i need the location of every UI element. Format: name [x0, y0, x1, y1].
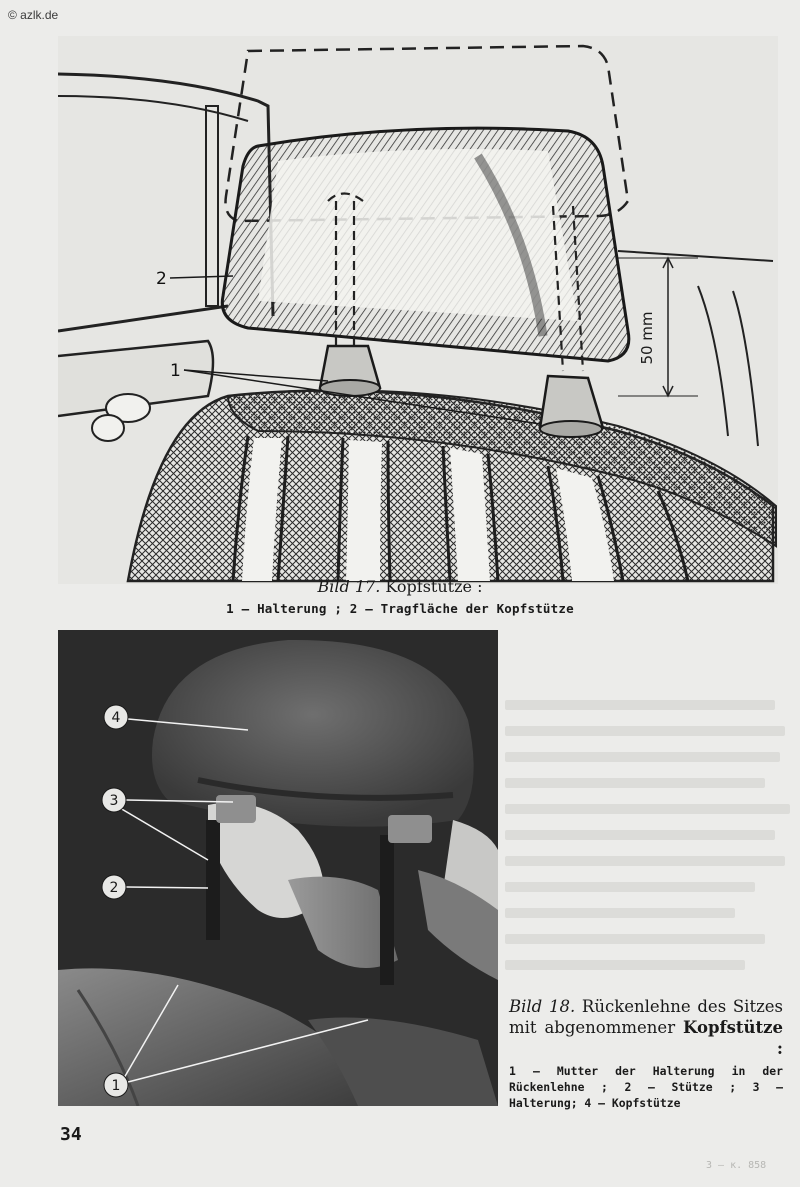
figure-18-title-part2: Kopfstütze :	[682, 1018, 783, 1058]
footer-code: 3 — к. 858	[706, 1160, 767, 1171]
bleed-line	[505, 830, 775, 840]
watermark: © azlk.de	[8, 8, 59, 22]
photo-callout-4: 4	[111, 710, 121, 726]
figure-18-label: Bild 18.	[509, 997, 576, 1016]
figure-18-photo	[58, 630, 498, 1106]
bleed-line	[505, 934, 765, 944]
photo-callout-3: 3	[109, 793, 119, 809]
photo-callout-2: 2	[109, 880, 119, 896]
figure-18-caption	[509, 996, 783, 1111]
bleed-line	[505, 804, 790, 814]
page-number: 34	[60, 1124, 82, 1145]
figure-18-title-part1: Rückenlehne des Sitzes mit abgenommener	[509, 997, 784, 1037]
bleed-line	[505, 700, 775, 710]
figure-17-title: Kopfstütze :	[385, 577, 483, 596]
bleed-line	[505, 882, 755, 892]
figure-17-illustration	[58, 36, 778, 584]
bleed-line	[505, 778, 765, 788]
figure-17-legend: 1 — Halterung ; 2 — Tragfläche der Kopfstütze	[226, 601, 574, 616]
bleed-line	[505, 960, 745, 970]
figure-17-caption-title	[0, 577, 800, 596]
bleed-line	[505, 908, 735, 918]
bleed-through-area	[505, 690, 795, 990]
figure-18-caption-title	[509, 996, 783, 1059]
figure-18-legend: 1 — Mutter der Halterung in der Rückenlehne ; 2 — Stütze ; 3 — Halterung; 4 — Kopfstütze	[509, 1064, 783, 1110]
dimension-label: 50 mm	[638, 311, 656, 365]
bleed-line	[505, 726, 785, 736]
callout-2: 2	[156, 269, 167, 289]
bleed-line	[505, 856, 785, 866]
figure-17-label: Bild 17.	[317, 577, 381, 596]
photo-callout-1: 1	[111, 1078, 121, 1094]
bleed-line	[505, 752, 780, 762]
callout-1: 1	[170, 361, 181, 381]
